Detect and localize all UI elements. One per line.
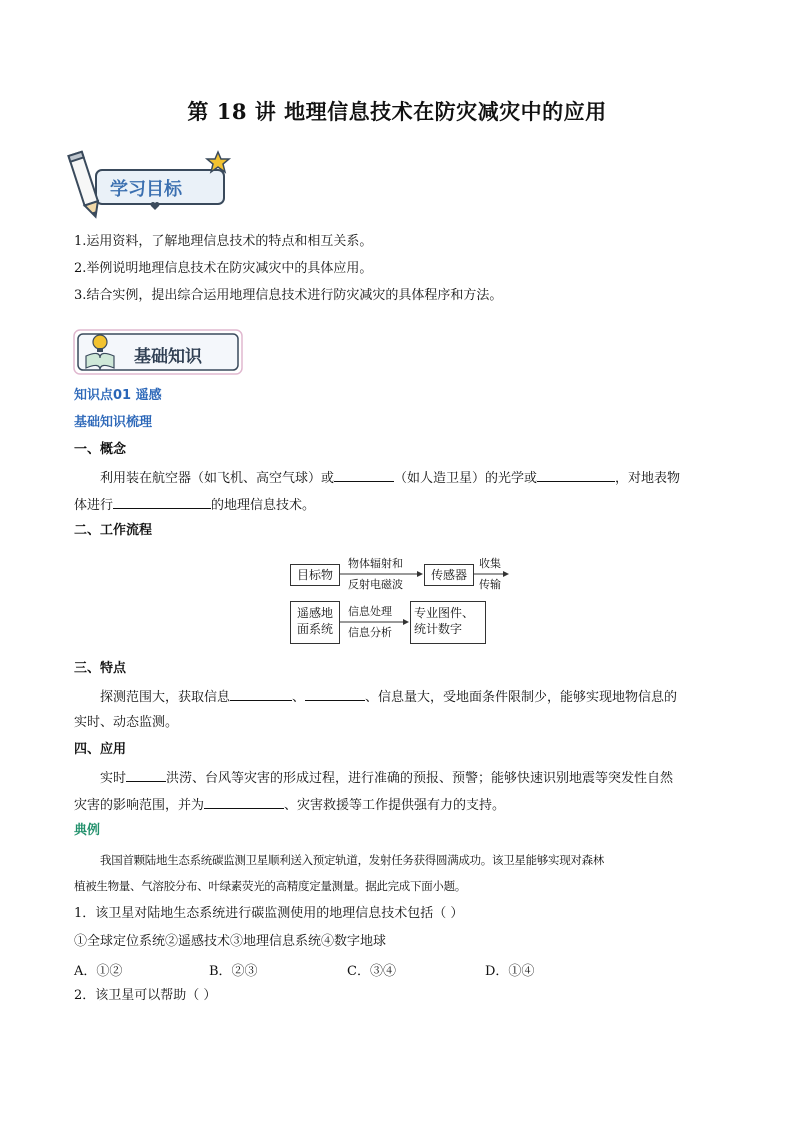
blank-2: [537, 468, 615, 482]
page-title: 第 18 讲 地理信息技术在防灾减灾中的应用: [187, 99, 607, 124]
radiation-label-top: 物体辐射和: [348, 557, 403, 570]
features-text-b: 、: [292, 690, 306, 705]
features-text-c: 、信息量大，受地面条件限制少，能够实现地物信息的: [365, 690, 678, 705]
section-workflow-heading: 二、工作流程: [74, 523, 153, 538]
target-box: 目标物: [290, 564, 340, 586]
collect-label: 收集: [479, 557, 501, 570]
blank-6: [126, 768, 166, 782]
ground-system-box: [290, 601, 340, 644]
application-line-1: [100, 768, 673, 788]
blank-1: [334, 468, 394, 482]
concept-text-b: （如人造卫星）的光学或: [394, 471, 538, 486]
application-text-c: 灾害的影响范围，并为: [74, 798, 205, 813]
example-label: 典例: [74, 823, 101, 838]
learning-goals-banner: [66, 148, 236, 220]
question-1: 1．该卫星对陆地生态系统进行碳监测使用的地理信息技术包括（ ）: [74, 906, 464, 921]
concept-line-2: [74, 495, 315, 515]
learning-goals-label: 学习目标: [110, 179, 182, 200]
example-passage-2: 植被生物量、气溶胶分布、叶绿素荧光的高精度定量测量。据此完成下面小题。: [74, 879, 466, 893]
concept-text-d: 体进行: [74, 498, 114, 513]
section-concept-heading: 一、概念: [74, 442, 127, 457]
goal-3: 3.结合实例，提出综合运用地理信息技术进行防灾减灾的具体程序和方法。: [74, 288, 503, 303]
blank-3: [113, 495, 211, 509]
option-c[interactable]: C．③④: [347, 964, 396, 979]
question-2: 2．该卫星可以帮助（ ）: [74, 988, 217, 1003]
ground-system-line-1: 遥感地: [296, 606, 333, 620]
output-line-1: 专业图件、: [414, 606, 475, 620]
option-a[interactable]: A．①②: [74, 964, 123, 979]
features-line-2: 实时、动态监测。: [74, 715, 179, 730]
processing-label: 信息处理: [348, 605, 392, 618]
ground-system-line-2: 面系统: [296, 622, 333, 636]
workflow-diagram: [288, 554, 518, 649]
application-text-d: 、灾害救援等工作提供强有力的支持。: [284, 798, 506, 813]
question-1-items: ①全球定位系统②遥感技术③地理信息系统④数字地球: [74, 934, 387, 949]
example-passage-1: 我国首颗陆地生态系统碳监测卫星顺利送入预定轨道，发射任务获得圆满成功。该卫星能够实现对森林: [100, 853, 604, 867]
concept-line-1: [100, 468, 680, 488]
analysis-label: 信息分析: [348, 626, 392, 639]
application-line-2: [74, 795, 505, 815]
blank-5: [305, 687, 365, 701]
features-line-1: [100, 687, 677, 707]
application-text-b: 洪涝、台风等灾害的形成过程，进行准确的预报、预警；能够快速识别地震等突发性自然: [166, 771, 674, 786]
section-application-heading: 四、应用: [74, 742, 127, 757]
concept-text-e: 的地理信息技术。: [211, 498, 316, 513]
basic-knowledge-label: 基础知识: [134, 347, 202, 367]
output-line-2: 统计数字: [414, 622, 463, 636]
section-features-heading: 三、特点: [74, 661, 127, 676]
application-text-a: 实时: [100, 771, 127, 786]
blank-7: [204, 795, 284, 809]
features-text-a: 探测范围大，获取信息: [100, 690, 231, 705]
option-b[interactable]: B．②③: [209, 964, 258, 979]
knowledge-point-title: 知识点01 遥感: [74, 388, 162, 403]
radiation-label-bottom: 反射电磁波: [348, 578, 403, 591]
option-d[interactable]: D．①④: [485, 964, 535, 979]
goal-2: 2.举例说明地理信息技术在防灾减灾中的具体应用。: [74, 261, 373, 276]
knowledge-subtitle: 基础知识梳理: [74, 415, 153, 430]
blank-4: [230, 687, 292, 701]
sensor-box: 传感器: [424, 564, 474, 586]
concept-text-c: ，对地表物: [615, 471, 681, 486]
transmit-label: 传输: [479, 578, 501, 591]
goal-1: 1.运用资料，了解地理信息技术的特点和相互关系。: [74, 234, 373, 249]
basic-knowledge-banner: [72, 326, 247, 378]
concept-text-a: 利用装在航空器（如飞机、高空气球）或: [100, 471, 335, 486]
output-box: [410, 601, 486, 644]
